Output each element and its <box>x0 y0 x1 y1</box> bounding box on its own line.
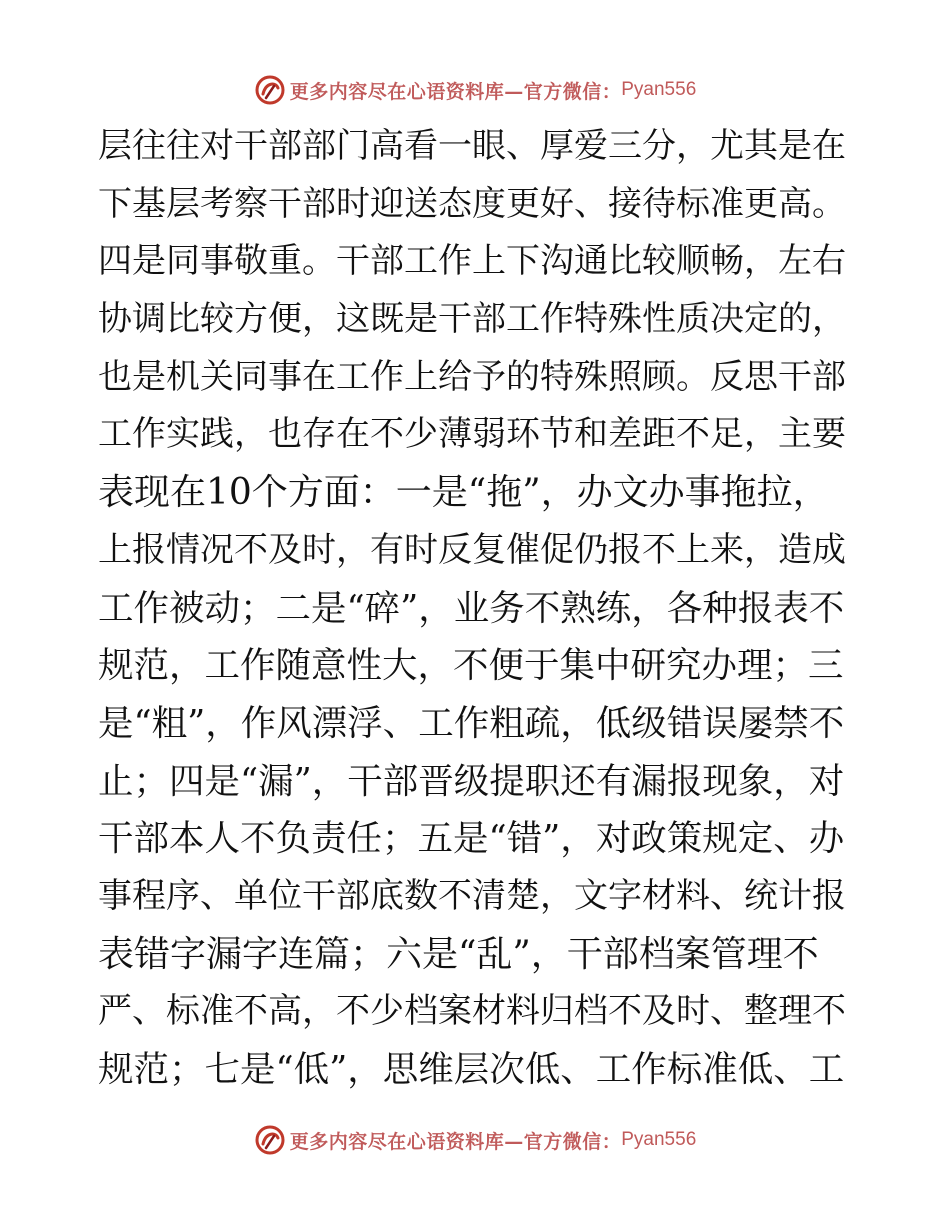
body-line: 协调比较方便，这既是干部工作特殊性质决定的， <box>98 299 846 340</box>
body-line: 干部本人不负责任；五是“错”，对政策规定、办 <box>98 818 845 860</box>
body-line: 工作实践，也存在不少薄弱环节和差距不足，主要 <box>98 414 846 455</box>
header-watermark <box>0 70 950 110</box>
body-line: 规范；七是“低”，思维层次低、工作标准低、工 <box>98 1049 845 1090</box>
watermark-site-text: 更多内容尽在心语资料库—官方微信： <box>289 80 622 103</box>
red-swirl-logo-icon <box>254 74 286 106</box>
body-line: 表现在10个方面：一是“拖”，办文办事拖拉， <box>98 472 829 514</box>
document-body <box>98 118 858 1099</box>
body-line: 四是同事敬重。干部工作上下沟通比较顺畅，左右 <box>98 241 846 282</box>
body-line: 上报情况不及时，有时反复催促仍报不上来，造成 <box>98 529 846 570</box>
watermark-wechat-id: Pyan556 <box>621 1129 697 1150</box>
body-line: 是“粗”，作风漂浮、工作粗疏，低级错误屡禁不 <box>98 702 845 744</box>
body-line: 事程序、单位干部底数不清楚，文字材料、统计报 <box>98 875 846 916</box>
body-line: 工作被动；二是“碎”，业务不熟练，各种报表不 <box>98 587 845 629</box>
red-swirl-logo-icon <box>254 1124 286 1156</box>
body-line: 规范，工作随意性大，不便于集中研究办理；三 <box>98 645 844 687</box>
body-line: 止；四是“漏”，干部晋级提职还有漏报现象，对 <box>98 760 845 802</box>
body-line: 严、标准不高，不少档案材料归档不及时、整理不 <box>98 991 846 1032</box>
watermark-site-text: 更多内容尽在心语资料库—官方微信： <box>289 1130 622 1153</box>
body-line: 层往往对干部部门高看一眼、厚爱三分，尤其是在 <box>98 126 846 166</box>
footer-watermark <box>0 1120 950 1160</box>
body-line: 也是机关同事在工作上给予的特殊照顾。反思干部 <box>98 356 846 397</box>
watermark-wechat-id: Pyan556 <box>621 79 697 100</box>
body-line: 下基层考察干部时迎送态度更好、接待标准更高。 <box>98 183 846 224</box>
body-line: 表错字漏字连篇；六是“乱”，干部档案管理不 <box>98 933 819 975</box>
